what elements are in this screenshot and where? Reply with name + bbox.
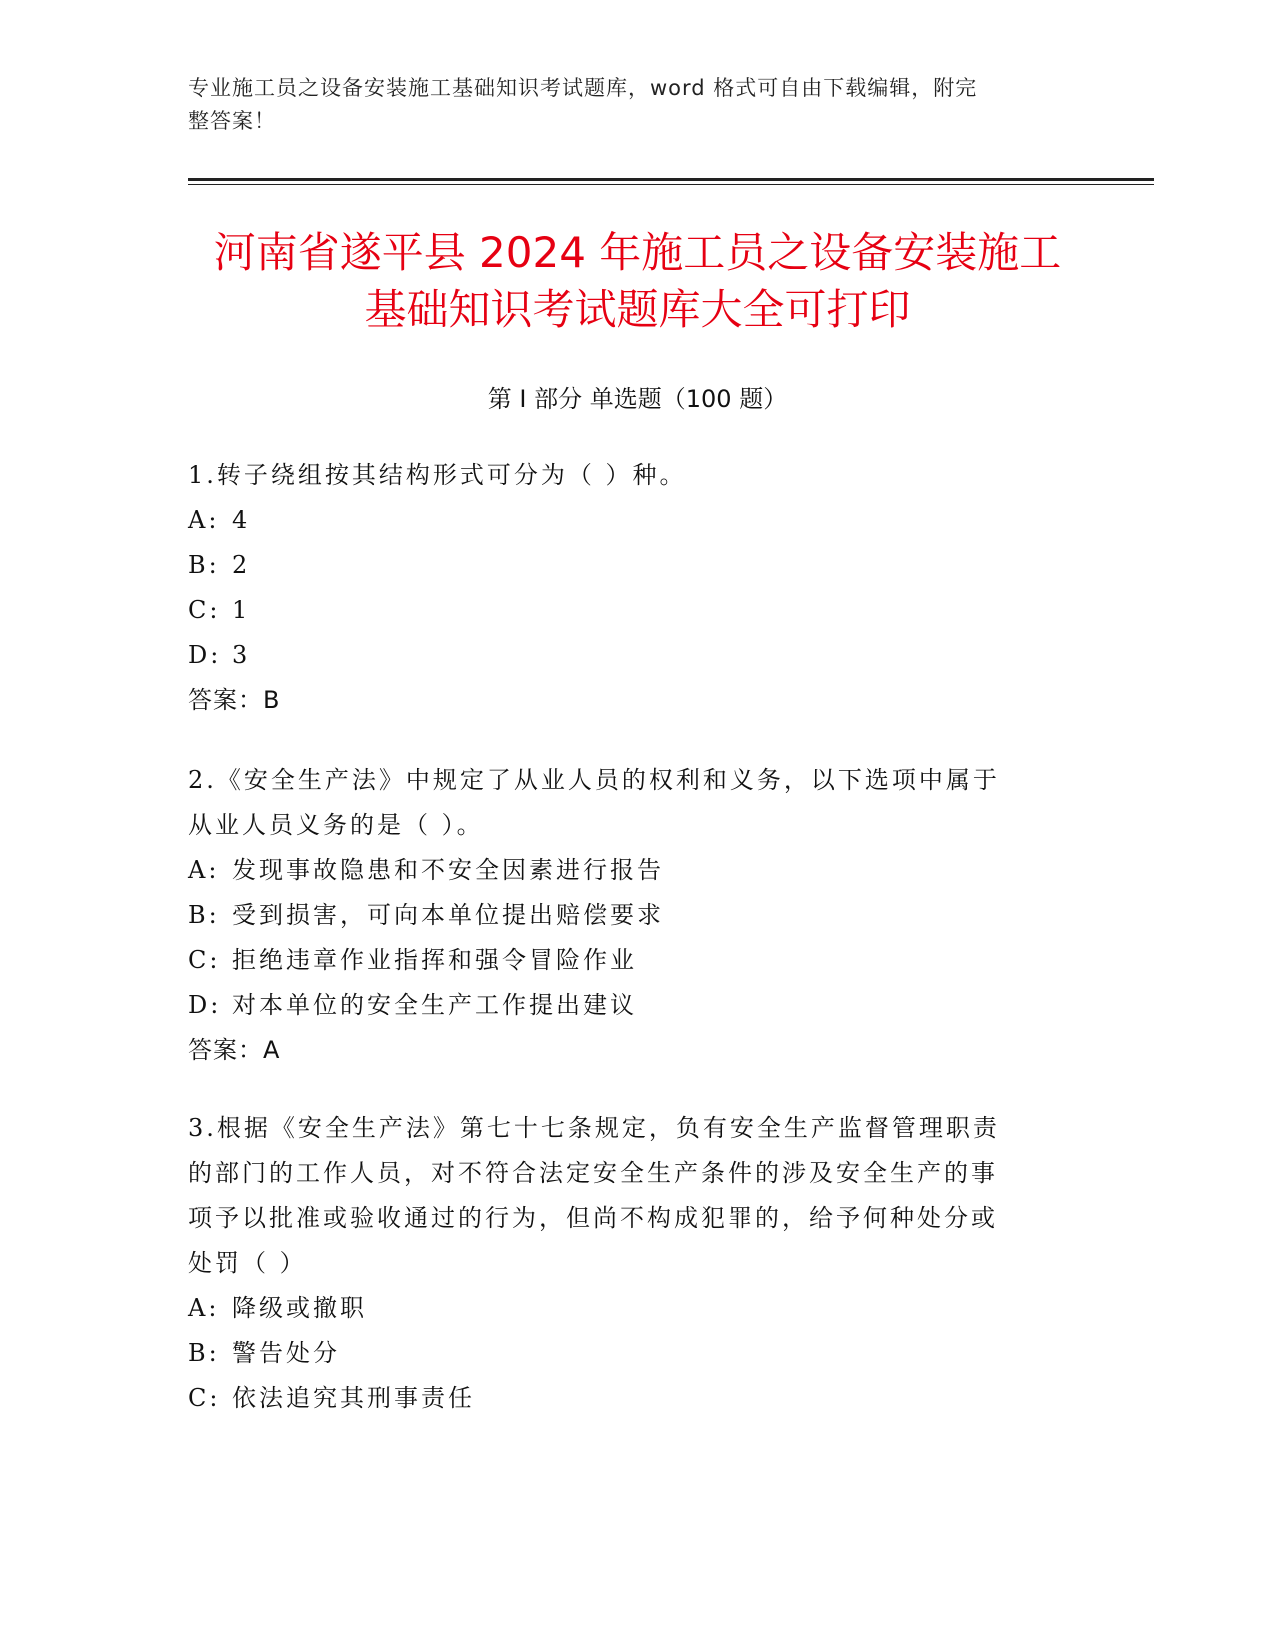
option-label: B: [188, 551, 220, 579]
option-text: 对本单位的安全生产工作提出建议 [232, 991, 637, 1019]
question-1-option-c [188, 588, 1068, 633]
question-3 [188, 1106, 1068, 1421]
option-label: D: [188, 641, 222, 669]
option-text: 拒绝违章作业指挥和强令冒险作业 [232, 946, 637, 974]
question-1-option-a [188, 498, 1068, 543]
question-2-option-a [188, 848, 1068, 893]
option-label: C: [188, 946, 221, 974]
header-note [188, 72, 1068, 138]
question-2 [188, 758, 1068, 1073]
header-note-line-2: 整答案！ [188, 109, 276, 133]
header-divider-thick [188, 178, 1154, 181]
option-label: D: [188, 991, 222, 1019]
option-text: 降级或撤职 [232, 1294, 367, 1322]
question-3-stem-line-1: 3.根据《安全生产法》第七十七条规定，负有安全生产监督管理职责 [188, 1114, 1000, 1142]
option-label: B: [188, 1339, 220, 1367]
option-text: 2 [232, 551, 251, 579]
document-title-line-1: 河南省遂平县 2024 年施工员之设备安装施工 [213, 228, 1062, 277]
question-1-option-b [188, 543, 1068, 588]
question-3-option-b [188, 1331, 1068, 1376]
question-3-option-a [188, 1286, 1068, 1331]
option-text: 受到损害，可向本单位提出赔偿要求 [232, 901, 664, 929]
option-text: 4 [232, 506, 251, 534]
option-text: 1 [232, 596, 251, 624]
question-2-option-c [188, 938, 1068, 983]
question-2-stem-line-2: 从业人员义务的是（ ）。 [188, 811, 484, 839]
option-text: 依法追究其刑事责任 [232, 1384, 475, 1412]
question-1 [188, 453, 1068, 723]
question-1-answer: 答案：B [188, 686, 281, 714]
option-text: 3 [232, 641, 251, 669]
question-2-stem-line-1: 2.《安全生产法》中规定了从业人员的权利和义务，以下选项中属于 [188, 766, 1000, 794]
option-label: A: [188, 1294, 220, 1322]
option-text: 警告处分 [232, 1339, 340, 1367]
document-title-line-2: 基础知识考试题库大全可打印 [364, 285, 911, 334]
option-label: B: [188, 901, 220, 929]
question-3-stem-line-2: 的部门的工作人员，对不符合法定安全生产条件的涉及安全生产的事 [188, 1159, 998, 1187]
header-divider-thin [188, 184, 1154, 185]
section-heading: 第 I 部分 单选题（100 题） [487, 385, 788, 413]
question-3-stem-line-3: 项予以批准或验收通过的行为，但尚不构成犯罪的，给予何种处分或 [188, 1204, 998, 1232]
header-note-line-1: 专业施工员之设备安装施工基础知识考试题库，word 格式可自由下载编辑，附完 [188, 76, 978, 100]
option-label: C: [188, 1384, 221, 1412]
question-2-answer: 答案：A [188, 1036, 281, 1064]
question-3-stem-line-4: 处罚（ ） [188, 1249, 307, 1277]
question-2-option-d [188, 983, 1068, 1028]
document-title [150, 224, 1125, 338]
question-3-option-c [188, 1376, 1068, 1421]
option-label: C: [188, 596, 221, 624]
option-label: A: [188, 856, 220, 884]
option-text: 发现事故隐患和不安全因素进行报告 [232, 856, 664, 884]
question-1-option-d [188, 633, 1068, 678]
question-2-option-b [188, 893, 1068, 938]
question-1-stem: 1.转子绕组按其结构形式可分为（ ）种。 [188, 461, 687, 489]
option-label: A: [188, 506, 220, 534]
